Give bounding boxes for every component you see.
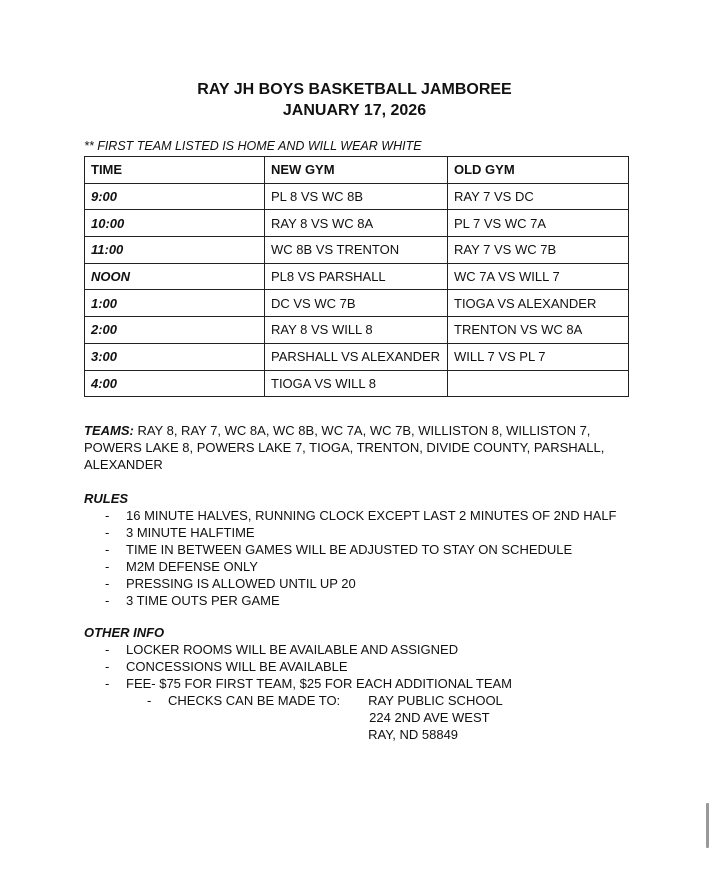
old-gym-cell	[448, 370, 629, 397]
time-cell: 4:00	[85, 370, 265, 397]
rule-item: - M2M DEFENSE ONLY	[105, 559, 258, 574]
new-gym-cell: RAY 8 VS WILL 8	[265, 317, 448, 344]
time-cell: 11:00	[85, 237, 265, 264]
rule-item: - 3 MINUTE HALFTIME	[105, 525, 255, 540]
table-row	[85, 237, 629, 264]
rule-item: - TIME IN BETWEEN GAMES WILL BE ADJUSTED TO STAY ON SCHEDULE	[105, 542, 573, 557]
header-new-gym: NEW GYM	[265, 157, 448, 184]
table-row	[85, 263, 629, 290]
time-cell: NOON	[85, 263, 265, 290]
time-cell: 2:00	[85, 317, 265, 344]
table-row	[85, 343, 629, 370]
rules-section	[84, 490, 617, 609]
time-cell: 3:00	[85, 343, 265, 370]
checks-label: CHECKS CAN BE MADE TO:	[168, 693, 341, 708]
rule-item: - 3 TIME OUTS PER GAME	[105, 593, 280, 608]
old-gym-cell: RAY 7 VS WC 7B	[448, 237, 629, 264]
table-row	[85, 183, 629, 210]
old-gym-cell: TIOGA VS ALEXANDER	[448, 290, 629, 317]
header-time: TIME	[85, 157, 265, 184]
old-gym-cell: WC 7A VS WILL 7	[448, 263, 629, 290]
new-gym-cell: PL 8 VS WC 8B	[265, 183, 448, 210]
time-cell: 9:00	[85, 183, 265, 210]
table-row	[85, 317, 629, 344]
info-item: - CONCESSIONS WILL BE AVAILABLE	[105, 659, 348, 674]
table-row	[85, 210, 629, 237]
time-cell: 10:00	[85, 210, 265, 237]
old-gym-cell: WILL 7 VS PL 7	[448, 343, 629, 370]
event-date: JANUARY 17, 2026	[282, 102, 427, 119]
new-gym-cell: PL8 VS PARSHALL	[265, 263, 448, 290]
rules-heading: RULES	[84, 491, 129, 506]
document-title: RAY JH BOYS BASKETBALL JAMBOREE	[197, 81, 512, 98]
new-gym-cell: DC VS WC 7B	[265, 290, 448, 317]
new-gym-cell: PARSHALL VS ALEXANDER	[265, 343, 448, 370]
time-cell: 1:00	[85, 290, 265, 317]
checks-item: - CHECKS CAN BE MADE TO: RAY PUBLIC SCHOOL 224 2ND AVE WEST RAY, ND 58849	[147, 693, 503, 742]
new-gym-cell: WC 8B VS TRENTON	[265, 237, 448, 264]
header-old-gym: OLD GYM	[448, 157, 629, 184]
table-row	[85, 290, 629, 317]
other-info-section	[84, 624, 512, 743]
teams-list: RAY 8, RAY 7, WC 8A, WC 8B, WC 7A, WC 7B, WILLISTON 8, WILLISTON 7, POWERS LAKE 8, POWERS LAKE 7, TIOGA, TRENTON, DIVIDE COUNTY, PARSHALL, ALEXANDER	[84, 423, 605, 472]
rule-item: - PRESSING IS ALLOWED UNTIL UP 20	[105, 576, 356, 591]
old-gym-cell: TRENTON VS WC 8A	[448, 317, 629, 344]
table-header-row	[85, 157, 629, 184]
info-item: - LOCKER ROOMS WILL BE AVAILABLE AND ASSIGNED	[105, 642, 459, 657]
schedule-table	[84, 156, 629, 397]
other-info-heading: OTHER INFO	[84, 625, 165, 640]
teams-paragraph	[84, 422, 624, 473]
mailing-address: RAY PUBLIC SCHOOL 224 2ND AVE WEST RAY, ND 58849	[368, 693, 503, 742]
new-gym-cell: RAY 8 VS WC 8A	[265, 210, 448, 237]
rule-item: - 16 MINUTE HALVES, RUNNING CLOCK EXCEPT LAST 2 MINUTES OF 2ND HALF	[105, 508, 617, 523]
new-gym-cell: TIOGA VS WILL 8	[265, 370, 448, 397]
home-team-note: ** FIRST TEAM LISTED IS HOME AND WILL WEAR WHITE	[84, 139, 422, 153]
old-gym-cell: PL 7 VS WC 7A	[448, 210, 629, 237]
table-row	[85, 370, 629, 397]
old-gym-cell: RAY 7 VS DC	[448, 183, 629, 210]
teams-label: TEAMS:	[84, 423, 134, 438]
info-item: - FEE- $75 FOR FIRST TEAM, $25 FOR EACH ADDITIONAL TEAM	[105, 676, 512, 691]
